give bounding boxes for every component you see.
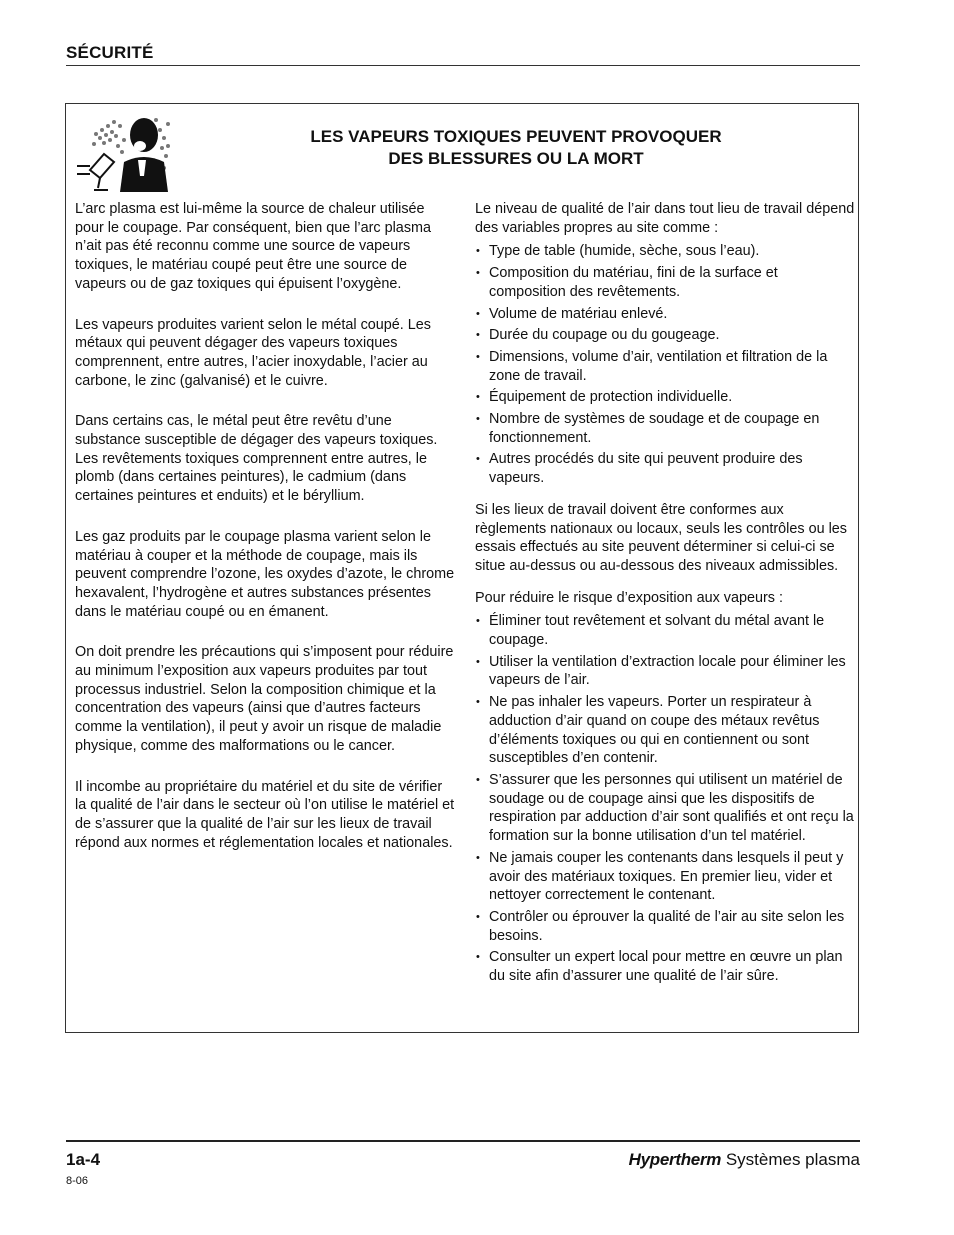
list-item: [475, 410, 855, 447]
list-item-text: Autres procédés du site qui peuvent produire des vapeurs.: [489, 451, 803, 487]
list-item: [475, 612, 855, 649]
list-item: [475, 348, 855, 385]
list-item: [475, 908, 855, 945]
list-item-text: Nombre de systèmes de soudage et de coupage en fonctionnement.: [489, 411, 820, 446]
footer-divider: [66, 1140, 860, 1142]
list-item-text: Dimensions, volume d’air, ventilation et filtration de la zone de travail.: [489, 348, 828, 384]
bullet: •: [476, 773, 480, 786]
paragraph: Il incombe au propriétaire du matériel et du site de vérifier la qualité de l’air dans le secteur où l’on utilise le matériel et de s’assurer que la qualité de l’air sur les lieux de travail répond aux normes et réglementation locales et nationales.: [75, 778, 455, 851]
measures-list: [475, 612, 855, 985]
list-item-text: S’assurer que les personnes qui utilisent un matériel de soudage ou de coupage ainsi que les dispositifs de respiration par adduction d’air sont qualifiés et ont reçu la formation sur la bonne utilisation d’un tel matériel.: [489, 771, 854, 845]
product-line: Systèmes plasma: [725, 1150, 860, 1169]
list-item-text: Ne pas inhaler les vapeurs. Porter un respirateur à adduction d’air quand on coupe des métaux revêtus d’éléments toxiques ou qui en contiennent ou sont susceptibles d’en contenir.: [489, 694, 820, 767]
bullet: •: [476, 851, 480, 864]
brand-logo: Hypertherm: [628, 1150, 722, 1169]
left-column: [75, 200, 455, 874]
bullet: •: [476, 951, 480, 964]
footer-brand: [629, 1150, 860, 1170]
list-item-text: Composition du matériau, fini de la surface et composition des revêtements.: [489, 265, 778, 300]
paragraph: Dans certains cas, le métal peut être revêtu d’une substance susceptible de dégager des vapeurs toxiques. Les revêtements toxiques comprennent entre autres, le plomb (dans certaines peintures), le cadmium (dans certaines peintures et enduits) et le béryllium.: [75, 413, 438, 505]
warning-heading-line: DES BLESSURES OU LA MORT: [388, 149, 644, 168]
list-item-text: Volume de matériau enlevé.: [489, 305, 668, 322]
list-item: [475, 305, 855, 324]
bullet: •: [476, 329, 480, 342]
header-divider: [66, 65, 860, 66]
warning-box: [65, 103, 859, 1033]
bullet: •: [476, 453, 480, 466]
variables-list: [475, 242, 855, 487]
paragraph: On doit prendre les précautions qui s’imposent pour réduire au minimum l’exposition aux vapeurs produites par tout processus industriel. Selon la composition chimique et la concentration des vapeurs (ainsi que d’autres facteurs comme la ventilation), il peut y avoir un risque de maladie physique, comme des malformations ou le cancer.: [75, 644, 454, 754]
bullet: •: [476, 413, 480, 426]
bullet: •: [476, 350, 480, 363]
list-item-text: Durée du coupage ou du gougeage.: [489, 327, 720, 344]
bullet: •: [476, 245, 480, 258]
list-item: [475, 693, 855, 768]
list-item-text: Ne jamais couper les contenants dans lesquels il peut y avoir des matériaux toxiques. En premier lieu, vider et nettoyer correctement le contenant.: [489, 849, 844, 904]
paragraph: Les vapeurs produites varient selon le métal coupé. Les métaux qui peuvent dégager des vapeurs toxiques comprennent, entre autres, l’acier inoxydable, l’acier au carbone, le zinc (galvanisé) et le cuivre.: [75, 316, 431, 389]
bullet: •: [476, 615, 480, 628]
compliance-paragraph: Si les lieux de travail doivent être conformes aux règlements nationaux ou locaux, seuls les contrôles ou les essais effectués au site peuvent déterminer si celui-ci se situe au-dessus ou au-dessous des niveaux admissibles.: [475, 501, 847, 574]
list-item: [475, 653, 855, 690]
list-item: [475, 242, 855, 261]
list-item-text: Contrôler ou éprouver la qualité de l’air au site selon les besoins.: [489, 908, 845, 944]
list-item: [475, 264, 855, 301]
list-item: [475, 849, 855, 905]
bullet: •: [476, 391, 480, 404]
paragraph: L’arc plasma est lui-même la source de chaleur utilisée pour le coupage. Par conséquent, bien que l’arc plasma n’ait pas été reconnu comme une source de vapeurs toxiques, le matériau coupé peut être une source de vapeurs ou de gaz toxiques qui épuisent l’oxygène.: [75, 201, 431, 292]
bullet: •: [476, 655, 480, 668]
list-item-text: Type de table (humide, sèche, sous l’eau).: [489, 243, 760, 260]
bullet: •: [476, 267, 480, 280]
bullet: •: [476, 910, 480, 923]
reduce-intro: Pour réduire le risque d’exposition aux vapeurs :: [475, 589, 783, 606]
warning-heading: [256, 126, 776, 170]
toxic-fumes-warning-icon: [74, 112, 174, 192]
date-code: 8-06: [66, 1175, 89, 1187]
variables-intro: Le niveau de qualité de l’air dans tout lieu de travail dépend des variables propres au site comme :: [475, 201, 855, 236]
list-item-text: Éliminer tout revêtement et solvant du métal avant le coupage.: [489, 613, 825, 649]
list-item: [475, 771, 855, 846]
list-item: [475, 388, 855, 407]
paragraph: Les gaz produits par le coupage plasma varient selon le matériau à couper et la méthode de coupage, mais ils peuvent comprendre l’ozone, les oxydes d’azote, le chrome hexavalent, l’hydrogène et autres substances présentes dans le matériau coupé ou en émanent.: [75, 528, 455, 620]
warning-heading-line: LES VAPEURS TOXIQUES PEUVENT PROVOQUER: [310, 127, 722, 146]
list-item: [475, 450, 855, 487]
right-column: [475, 200, 855, 989]
list-item-text: Consulter un expert local pour mettre en œuvre un plan du site afin d’assurer une qualité de l’air sûre.: [489, 949, 843, 985]
list-item: [475, 326, 855, 345]
bullet: •: [476, 307, 480, 320]
bullet: •: [476, 696, 480, 709]
list-item-text: Équipement de protection individuelle.: [489, 389, 733, 406]
section-title: SÉCURITÉ: [66, 43, 154, 62]
page-number: 1a-4: [66, 1150, 101, 1169]
list-item: [475, 948, 855, 985]
list-item-text: Utiliser la ventilation d’extraction locale pour éliminer les vapeurs de l’air.: [489, 653, 846, 689]
